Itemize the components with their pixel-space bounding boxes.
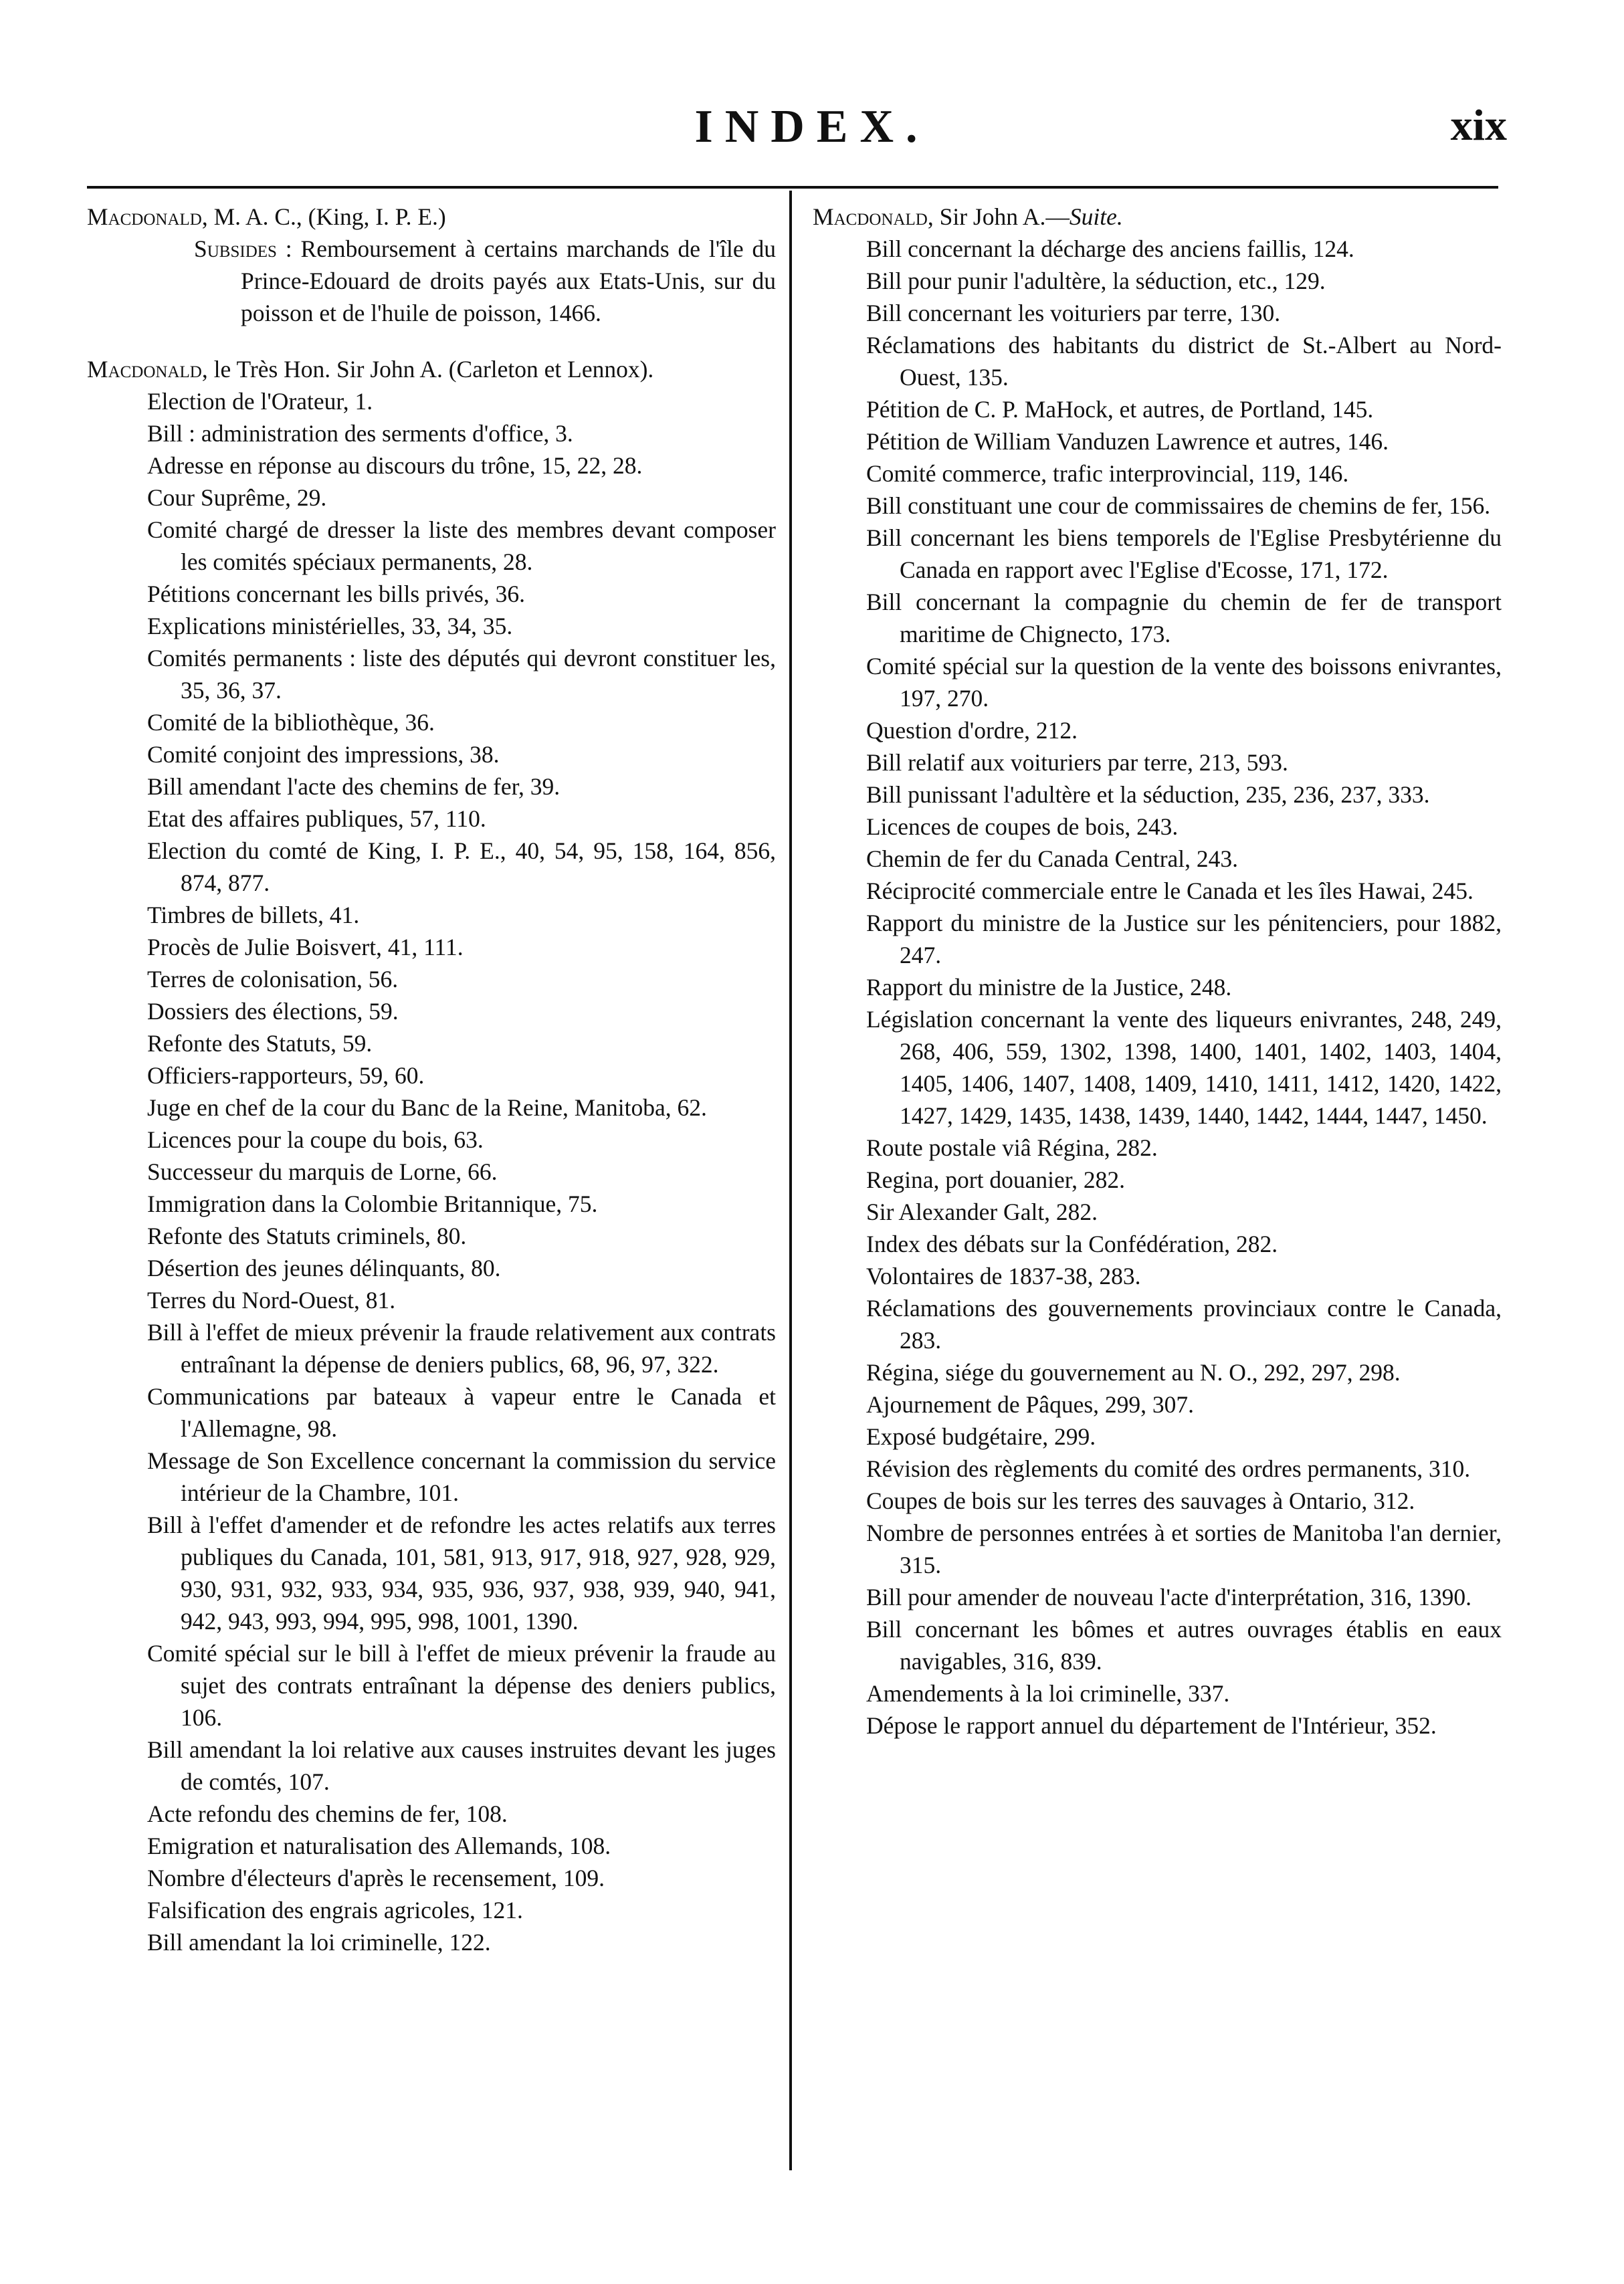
index-entry: Message de Son Excellence concernant la commission du service intérieur de la Chambre, 101. xyxy=(147,1447,776,1506)
subheading-text: : Remboursement à certains marchands de l'île du Prince-Edouard de droits payés aux Etats-Unis, sur du poisson et de l'huile de poisson, 1466. xyxy=(241,235,776,326)
heading-rest: le Très Hon. Sir John A. (Carleton et Lennox). xyxy=(207,356,654,383)
index-entry: Législation concernant la vente des liqueurs enivrantes, 248, 249, 268, 406, 559, 1302, 1398, 1400, 1401, 1402, 1403, 1404, 1405, 1406, 1407, 1408, 1409, 1410, 1411, 1412, 1420, 1422, 1427, 1429, 1435, 1438, 1439, 1440, 1442, 1444, 1447, 1450. xyxy=(866,1006,1502,1129)
index-entry: Réclamations des gouvernements provinciaux contre le Canada, 283. xyxy=(866,1295,1502,1354)
subheading-label: Subsides xyxy=(194,235,277,262)
index-entry: Réciprocité commerciale entre le Canada et les îles Hawai, 245. xyxy=(866,877,1474,904)
heading-name: Macdonald, xyxy=(813,203,934,230)
index-entry: Bill pour punir l'adultère, la séduction, etc., 129. xyxy=(866,268,1326,294)
index-entry: Ajournement de Pâques, 299, 307. xyxy=(866,1391,1195,1418)
index-entry: Bill concernant les bômes et autres ouvrages établis en eaux navigables, 316, 839. xyxy=(866,1616,1502,1675)
index-entry: Révision des règlements du comité des ordres permanents, 310. xyxy=(866,1455,1471,1482)
index-entry: Pétition de William Vanduzen Lawrence et autres, 146. xyxy=(866,428,1389,455)
index-entry: Bill amendant la loi relative aux causes instruites devant les juges de comtés, 107. xyxy=(147,1736,776,1795)
index-entry: Coupes de bois sur les terres des sauvages à Ontario, 312. xyxy=(866,1487,1415,1514)
index-entry: Régina, siége du gouvernement au N. O., 292, 297, 298. xyxy=(866,1359,1401,1386)
index-entry: Index des débats sur la Confédération, 282. xyxy=(866,1231,1278,1257)
heading-name: Macdonald, xyxy=(87,203,208,230)
index-entry: Etat des affaires publiques, 57, 110. xyxy=(147,805,486,832)
index-entry: Juge en chef de la cour du Banc de la Reine, Manitoba, 62. xyxy=(147,1094,707,1121)
index-entry: Successeur du marquis de Lorne, 66. xyxy=(147,1158,498,1185)
index-entry: Dépose le rapport annuel du département de l'Intérieur, 352. xyxy=(866,1712,1437,1739)
index-entry: Bill à l'effet d'amender et de refondre les actes relatifs aux terres publiques du Canada, 101, 581, 913, 917, 918, 927, 928, 929, 930, 931, 932, 933, 934, 935, 936, 937, 938, 939, 940, 941, 942, 943, 993, 994, 995, 998, 1001, 1390. xyxy=(147,1512,776,1635)
heading-name: Macdonald, xyxy=(87,356,208,383)
index-entry: Bill relatif aux voituriers par terre, 213, 593. xyxy=(866,749,1288,776)
index-entry: Bill : administration des serments d'office, 3. xyxy=(147,420,573,447)
index-heading xyxy=(87,201,776,233)
index-entry: Bill constituant une cour de commissaires de chemins de fer, 156. xyxy=(866,492,1491,519)
index-entry: Explications ministérielles, 33, 34, 35. xyxy=(147,613,513,639)
index-entry: Chemin de fer du Canada Central, 243. xyxy=(866,845,1239,872)
left-entry-list xyxy=(87,385,776,1958)
index-entry: Bill concernant les biens temporels de l'Eglise Presbytérienne du Canada en rapport avec l'Eglise d'Ecosse, 171, 172. xyxy=(866,524,1502,583)
index-entry: Comité conjoint des impressions, 38. xyxy=(147,741,500,768)
index-entry: Comité commerce, trafic interprovincial, 119, 146. xyxy=(866,460,1349,487)
index-entry: Comités permanents : liste des députés qui devront constituer les, 35, 36, 37. xyxy=(147,645,776,704)
index-entry: Bill amendant l'acte des chemins de fer, 39. xyxy=(147,773,561,800)
index-subheading xyxy=(87,233,776,329)
right-column xyxy=(813,201,1502,1742)
index-entry: Regina, port douanier, 282. xyxy=(866,1166,1126,1193)
index-entry: Communications par bateaux à vapeur entre le Canada et l'Allemagne, 98. xyxy=(147,1383,776,1442)
index-entry: Bill concernant les voituriers par terre, 130. xyxy=(866,300,1281,326)
index-entry: Election du comté de King, I. P. E., 40, 54, 95, 158, 164, 856, 874, 877. xyxy=(147,837,776,896)
index-entry: Bill pour amender de nouveau l'acte d'interprétation, 316, 1390. xyxy=(866,1584,1471,1611)
index-entry: Question d'ordre, 212. xyxy=(866,717,1078,744)
index-entry: Bill concernant la décharge des anciens faillis, 124. xyxy=(866,235,1354,262)
index-entry: Rapport du ministre de la Justice sur les pénitenciers, pour 1882, 247. xyxy=(866,910,1502,968)
index-entry: Réclamations des habitants du district de St.-Albert au Nord-Ouest, 135. xyxy=(866,332,1502,391)
index-entry: Election de l'Orateur, 1. xyxy=(147,388,373,415)
index-entry: Désertion des jeunes délinquants, 80. xyxy=(147,1255,501,1281)
index-entry: Nombre d'électeurs d'après le recensement, 109. xyxy=(147,1865,605,1891)
index-entry: Amendements à la loi criminelle, 337. xyxy=(866,1680,1230,1707)
index-entry: Immigration dans la Colombie Britannique, 75. xyxy=(147,1190,598,1217)
index-entry: Timbres de billets, 41. xyxy=(147,902,360,928)
index-entry: Comité chargé de dresser la liste des membres devant composer les comités spéciaux permanents, 28. xyxy=(147,516,776,575)
index-entry: Refonte des Statuts, 59. xyxy=(147,1030,373,1057)
index-entry: Dossiers des élections, 59. xyxy=(147,998,399,1025)
index-entry: Comité spécial sur le bill à l'effet de mieux prévenir la fraude au sujet des contrats entraînant la dépense des deniers publics, 106. xyxy=(147,1640,776,1731)
index-entry: Bill concernant la compagnie du chemin de fer de transport maritime de Chignecto, 173. xyxy=(866,589,1502,647)
heading-suite: Suite. xyxy=(1069,203,1123,230)
index-entry: Cour Suprême, 29. xyxy=(147,484,327,511)
index-entry: Volontaires de 1837-38, 283. xyxy=(866,1263,1141,1289)
index-entry: Emigration et naturalisation des Allemands, 108. xyxy=(147,1833,611,1859)
left-column xyxy=(87,201,776,1958)
index-entry: Licences pour la coupe du bois, 63. xyxy=(147,1126,484,1153)
index-entry: Terres de colonisation, 56. xyxy=(147,966,399,993)
column-divider xyxy=(789,191,792,2170)
index-entry: Rapport du ministre de la Justice, 248. xyxy=(866,974,1232,1001)
index-entry: Falsification des engrais agricoles, 121. xyxy=(147,1897,523,1924)
right-entry-list xyxy=(813,233,1502,1742)
heading-rest: M. A. C., (King, I. P. E.) xyxy=(207,203,446,230)
index-entry: Bill punissant l'adultère et la séduction, 235, 236, 237, 333. xyxy=(866,781,1430,808)
page-title: INDEX. xyxy=(694,101,930,152)
index-heading xyxy=(87,353,776,385)
index-entry: Comité de la bibliothèque, 36. xyxy=(147,709,435,736)
header-rule xyxy=(87,186,1498,189)
index-entry: Nombre de personnes entrées à et sorties de Manitoba l'an dernier, 315. xyxy=(866,1520,1502,1578)
index-entry: Bill amendant la loi criminelle, 122. xyxy=(147,1929,491,1956)
index-entry: Adresse en réponse au discours du trône, 15, 22, 28. xyxy=(147,452,643,479)
index-entry: Terres du Nord-Ouest, 81. xyxy=(147,1287,396,1314)
heading-rest: Sir John A.— xyxy=(933,203,1070,230)
page-number: xix xyxy=(1450,101,1507,150)
index-entry: Refonte des Statuts criminels, 80. xyxy=(147,1223,467,1249)
index-entry: Sir Alexander Galt, 282. xyxy=(866,1199,1098,1225)
index-entry: Pétition de C. P. MaHock, et autres, de Portland, 145. xyxy=(866,396,1374,423)
index-entry: Route postale viâ Régina, 282. xyxy=(866,1134,1158,1161)
index-entry: Bill à l'effet de mieux prévenir la fraude relativement aux contrats entraînant la dépense de deniers publics, 68, 96, 97, 322. xyxy=(147,1319,776,1378)
index-entry: Comité spécial sur la question de la vente des boissons enivrantes, 197, 270. xyxy=(866,653,1502,712)
index-heading xyxy=(813,201,1502,233)
index-entry: Exposé budgétaire, 299. xyxy=(866,1423,1096,1450)
index-entry: Pétitions concernant les bills privés, 36. xyxy=(147,581,525,607)
index-entry: Procès de Julie Boisvert, 41, 111. xyxy=(147,934,464,960)
index-entry: Licences de coupes de bois, 243. xyxy=(866,813,1179,840)
index-entry: Officiers-rapporteurs, 59, 60. xyxy=(147,1062,425,1089)
index-entry: Acte refondu des chemins de fer, 108. xyxy=(147,1800,508,1827)
